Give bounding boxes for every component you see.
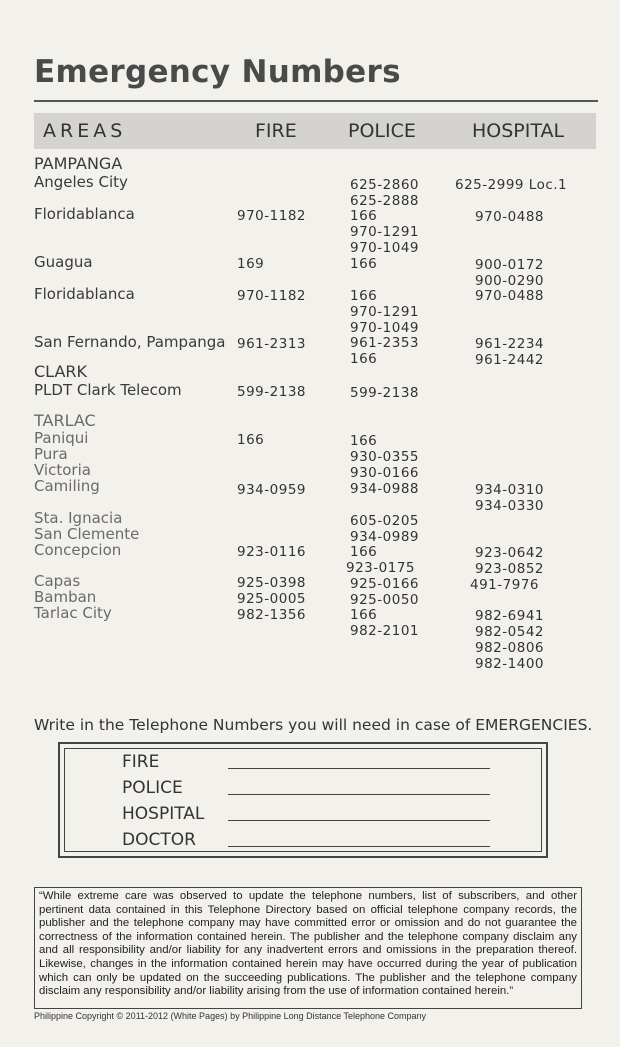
police-number: 970-1049 [350,320,419,336]
form-label-hospital: HOSPITAL [122,804,205,824]
form-label-doctor: DOCTOR [122,830,196,850]
header-police: POLICE [348,120,416,142]
area-section-clark: CLARK [34,362,88,381]
area-guagua: Guagua [34,253,93,271]
fire-number: 934-0959 [237,482,306,498]
police-number: 166 [350,208,378,224]
copyright-notice: Philippine Copyright © 2011-2012 (White Pages) by Philippine Long Distance Telephone Company [34,1011,427,1021]
police-number: 166 [350,288,378,304]
police-number: 166 [350,544,378,560]
area-pldt-clark: PLDT Clark Telecom [34,381,182,399]
hospital-number: 625-2999 Loc.1 [455,177,568,193]
area-camiling: Camiling [34,477,100,495]
police-number: 970-1291 [350,224,419,240]
hospital-number: 961-2442 [475,352,544,368]
hospital-number: 491-7976 [470,577,539,593]
emergency-write-in-box [58,742,548,858]
police-number: 970-1049 [350,240,419,256]
police-number: 961-2353 [350,335,419,351]
hospital-number: 900-0172 [475,257,544,273]
police-number: 599-2138 [350,385,419,401]
police-number: 970-1291 [350,304,419,320]
police-number: 166 [350,351,378,367]
fire-number: 970-1182 [237,288,306,304]
area-san-fernando: San Fernando, Pampanga [34,333,226,351]
form-line-hospital[interactable] [228,820,490,821]
police-number: 982-2101 [350,623,419,639]
form-line-fire[interactable] [228,768,490,769]
area-floridablanca-2: Floridablanca [34,285,135,303]
header-fire: FIRE [255,120,297,142]
fire-number: 166 [237,432,265,448]
area-sta-ignacia: Sta. Ignacia [34,509,123,527]
fire-number: 925-0005 [237,591,306,607]
page-title: Emergency Numbers [34,54,401,90]
hospital-number: 934-0310 [475,482,544,498]
hospital-number: 961-2234 [475,336,544,352]
police-number: 923-0175 [346,560,415,576]
area-section-pampanga: PAMPANGA [34,154,123,173]
form-line-doctor[interactable] [228,846,490,847]
area-bamban: Bamban [34,588,97,606]
form-label-fire: FIRE [122,752,160,772]
area-victoria: Victoria [34,461,91,479]
fire-number: 923-0116 [237,544,306,560]
area-pura: Pura [34,445,68,463]
area-capas: Capas [34,572,81,590]
police-number: 625-2888 [350,193,419,209]
police-number: 930-0355 [350,449,419,465]
police-number: 930-0166 [350,465,419,481]
title-divider [34,100,598,102]
hospital-number: 900-0290 [475,273,544,289]
area-angeles-city: Angeles City [34,173,128,191]
hospital-number: 982-1400 [475,656,544,672]
form-line-police[interactable] [228,794,490,795]
fire-number: 982-1356 [237,607,306,623]
police-number: 605-0205 [350,513,419,529]
fire-number: 169 [237,256,265,272]
header-hospital: HOSPITAL [472,120,565,142]
police-number: 925-0166 [350,576,419,592]
fire-number: 599-2138 [237,384,306,400]
police-number: 166 [350,256,378,272]
area-tarlac-city: Tarlac City [34,604,112,622]
area-floridablanca: Floridablanca [34,205,135,223]
disclaimer-box: “While extreme care was observed to update the telephone numbers, list of subscribers, and other pertinent data contained in this Telephone Directory based on official telephone company records, the publisher and the telephone company may have committed error or omission and do not guarantee the correctness of the information contained herein. The publisher and the telephone company disclaim any and all responsibility and/or liability for any inadvertent errors and omissions in the preparation thereof. Likewise, changes in the information contained herein may have occurred during the year of publication which can only be updated on the succeeding publications. The publisher and the telephone company disclaim any responsibility and/or liability arising from the use of information contained herein.” [34,887,582,1009]
fire-number: 925-0398 [237,575,306,591]
police-number: 934-0989 [350,529,419,545]
hospital-number: 970-0488 [475,288,544,304]
police-number: 625-2860 [350,177,419,193]
hospital-number: 934-0330 [475,498,544,514]
hospital-number: 970-0488 [475,209,544,225]
fire-number: 970-1182 [237,208,306,224]
police-number: 934-0988 [350,481,419,497]
hospital-number: 982-0542 [475,624,544,640]
form-label-police: POLICE [122,778,183,798]
hospital-number: 923-0642 [475,545,544,561]
hospital-number: 982-0806 [475,640,544,656]
police-number: 166 [350,607,378,623]
police-number: 925-0050 [350,592,419,608]
area-san-clemente: San Clemente [34,525,140,543]
header-areas: AREAS [43,120,127,142]
area-concepcion: Concepcion [34,541,122,559]
hospital-number: 923-0852 [475,561,544,577]
fire-number: 961-2313 [237,336,306,352]
area-section-tarlac: TARLAC [34,411,96,430]
instruction-text: Write in the Telephone Numbers you will need in case of EMERGENCIES. [34,716,593,734]
hospital-number: 982-6941 [475,608,544,624]
area-paniqui: Paniqui [34,429,89,447]
police-number: 166 [350,433,378,449]
